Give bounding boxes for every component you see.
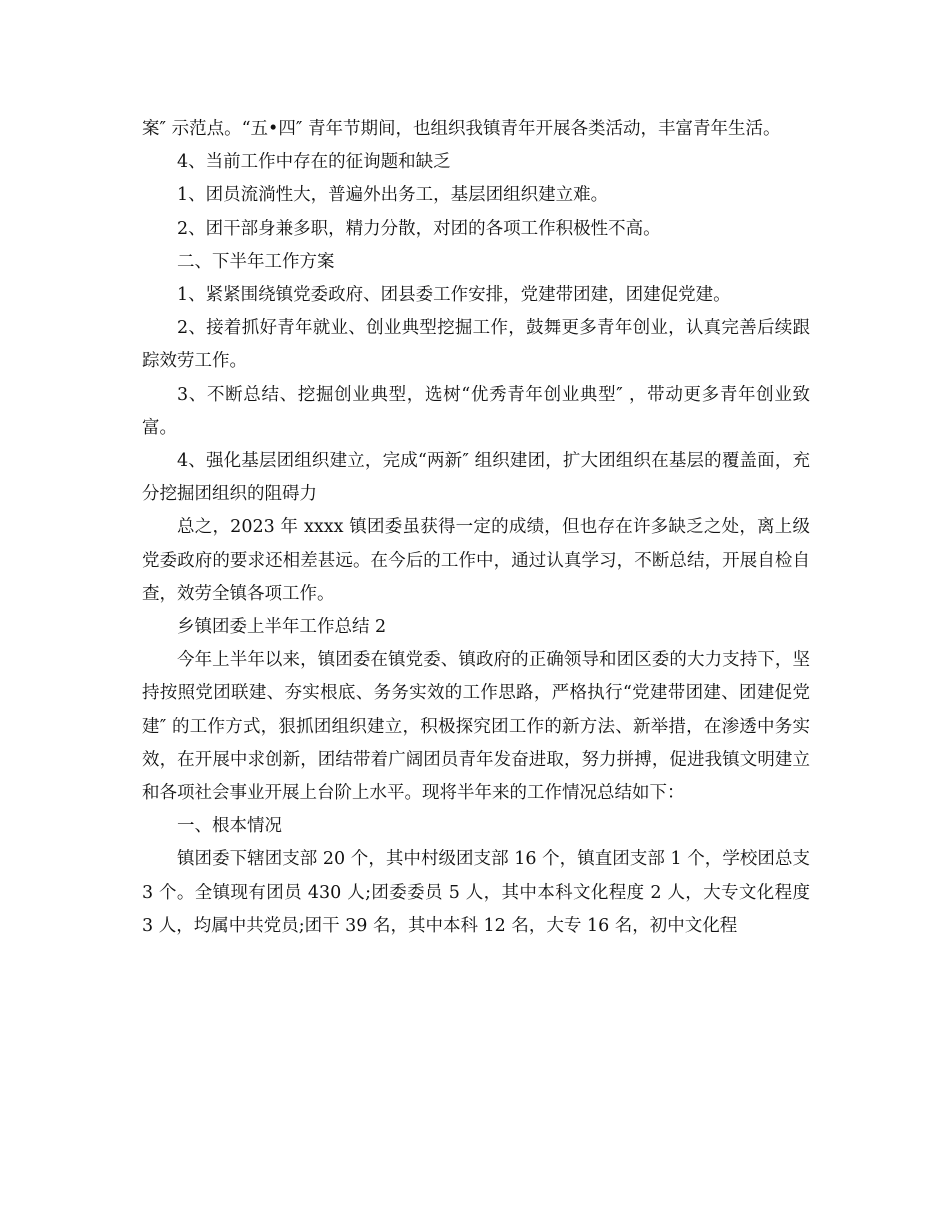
paragraph: 一、根本情况 [177, 816, 282, 837]
paragraph: 4、当前工作中存在的征询题和缺乏 [177, 152, 451, 173]
paragraph: 4、强化基层团组织建立，完成“两新″ 组织建团，扩大团组织在基层的覆盖面，充分挖掘团组织的阻碍力 [142, 451, 810, 505]
paragraph: 3、不断总结、挖掘创业典型，选树“优秀青年创业典型″ ，带动更多青年创业致富。 [142, 384, 810, 438]
paragraph: 镇团委下辖团支部 20 个，其中村级团支部 16 个，镇直团支部 1 个，学校团总支 3 个。全镇现有团员 430 人;团委委员 5 人，其中本科文化程度 2 人，大专文化程度 3 人，均属中共党员;团干 39 名，其中本科 12 名，大专 16 名，初中文化程 [142, 849, 810, 936]
paragraph: 今年上半年以来，镇团委在镇党委、镇政府的正确领导和团区委的大力支持下，坚持按照党团联建、夯实根底、务务实效的工作思路，严格执行“党建带团建、团建促党建″ 的工作方式，狠抓团组织建立，积极探究团工作的新方法、新举措，在渗透中务实效，在开展中求创新，团结带着广阔团员青年发奋进取，努力拼搏，促进我镇文明建立和各项社会事业开展上台阶上水平。现将半年来的工作情况总结如下： [142, 650, 810, 804]
paragraph: 2、接着抓好青年就业、创业典型挖掘工作，鼓舞更多青年创业，认真完善后续跟踪效劳工作。 [142, 318, 810, 372]
paragraph: 2、团干部身兼多职，精力分散，对团的各项工作积极性不高。 [177, 218, 661, 239]
paragraph: 案″ 示范点。“五•四″ 青年节期间，也组织我镇青年开展各类活动，丰富青年生活。 [142, 119, 781, 139]
document-body [142, 113, 810, 943]
paragraph: 1、团员流淌性大，普遍外出务工，基层团组织建立难。 [177, 185, 609, 206]
paragraph: 乡镇团委上半年工作总结 2 [177, 617, 387, 638]
paragraph: 1、紧紧围绕镇党委政府、团县委工作安排，党建带团建，团建促党建。 [177, 285, 731, 306]
paragraph: 二、下半年工作方案 [177, 251, 335, 272]
paragraph: 总之，2023 年 xxxx 镇团委虽获得一定的成绩，但也存在许多缺乏之处，离上级党委政府的要求还相差甚远。在今后的工作中，通过认真学习，不断总结，开展自检自查，效劳全镇各项工作。 [142, 517, 810, 604]
